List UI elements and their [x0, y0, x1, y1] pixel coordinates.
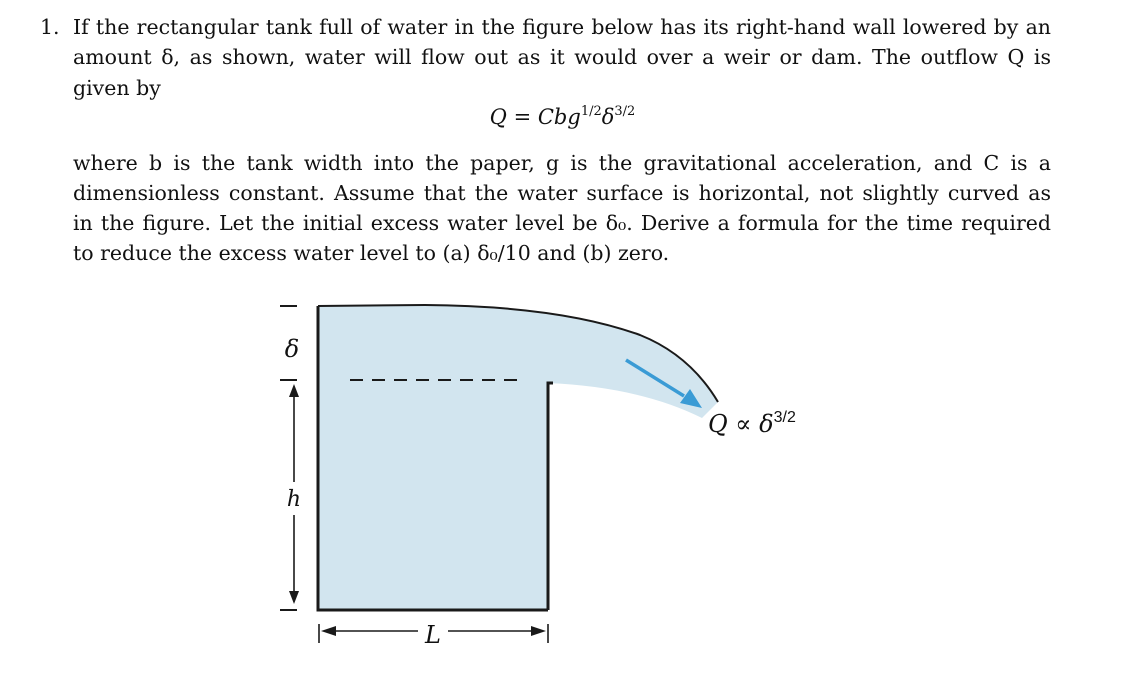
L-arrow-left-icon	[321, 626, 336, 636]
h-dimension-label: h	[286, 487, 302, 512]
L-arrow-right-icon	[531, 626, 546, 636]
problem-number: 1.	[40, 15, 60, 39]
problem-text-line-5: dimensionless constant. Assume that the water surface is horizontal, not slightly curved as	[73, 181, 1051, 205]
equation-coefficient: Cbg	[537, 105, 581, 129]
h-arrow-down-icon	[289, 591, 299, 604]
equation-equals: =	[513, 105, 532, 129]
outflow-label-main: Q ∝ δ	[708, 410, 774, 438]
problem-text-line-7: to reduce the excess water level to (a) δ₀/10 and (b) zero.	[73, 241, 670, 265]
problem-text-line-3: given by	[73, 76, 161, 100]
equation-g-exponent: 1/2	[580, 104, 602, 119]
equation-delta: δ	[601, 105, 615, 129]
water-region	[318, 305, 718, 610]
problem-text-line-2: amount δ, as shown, water will flow out as it would over a weir or dam. The outflow Q is	[73, 45, 1051, 69]
equation-lhs: Q	[489, 105, 507, 129]
outflow-label-exponent: 3/2	[773, 409, 796, 426]
problem-text-line-1: If the rectangular tank full of water in the figure below has its right-hand wall lowered by an	[73, 15, 1051, 39]
delta-dimension-label: δ	[284, 335, 300, 363]
h-arrow-up-icon	[289, 384, 299, 397]
problem-text-line-4: where b is the tank width into the paper, g is the gravitational acceleration, and C is a	[73, 151, 1051, 175]
problem-text-line-6: in the figure. Let the initial excess water level be δ₀. Derive a formula for the time required	[73, 211, 1051, 235]
equation-delta-exponent: 3/2	[614, 104, 636, 119]
outflow-proportionality-label	[708, 409, 796, 438]
L-dimension-label: L	[425, 621, 441, 649]
tank-right-wall	[548, 383, 553, 610]
